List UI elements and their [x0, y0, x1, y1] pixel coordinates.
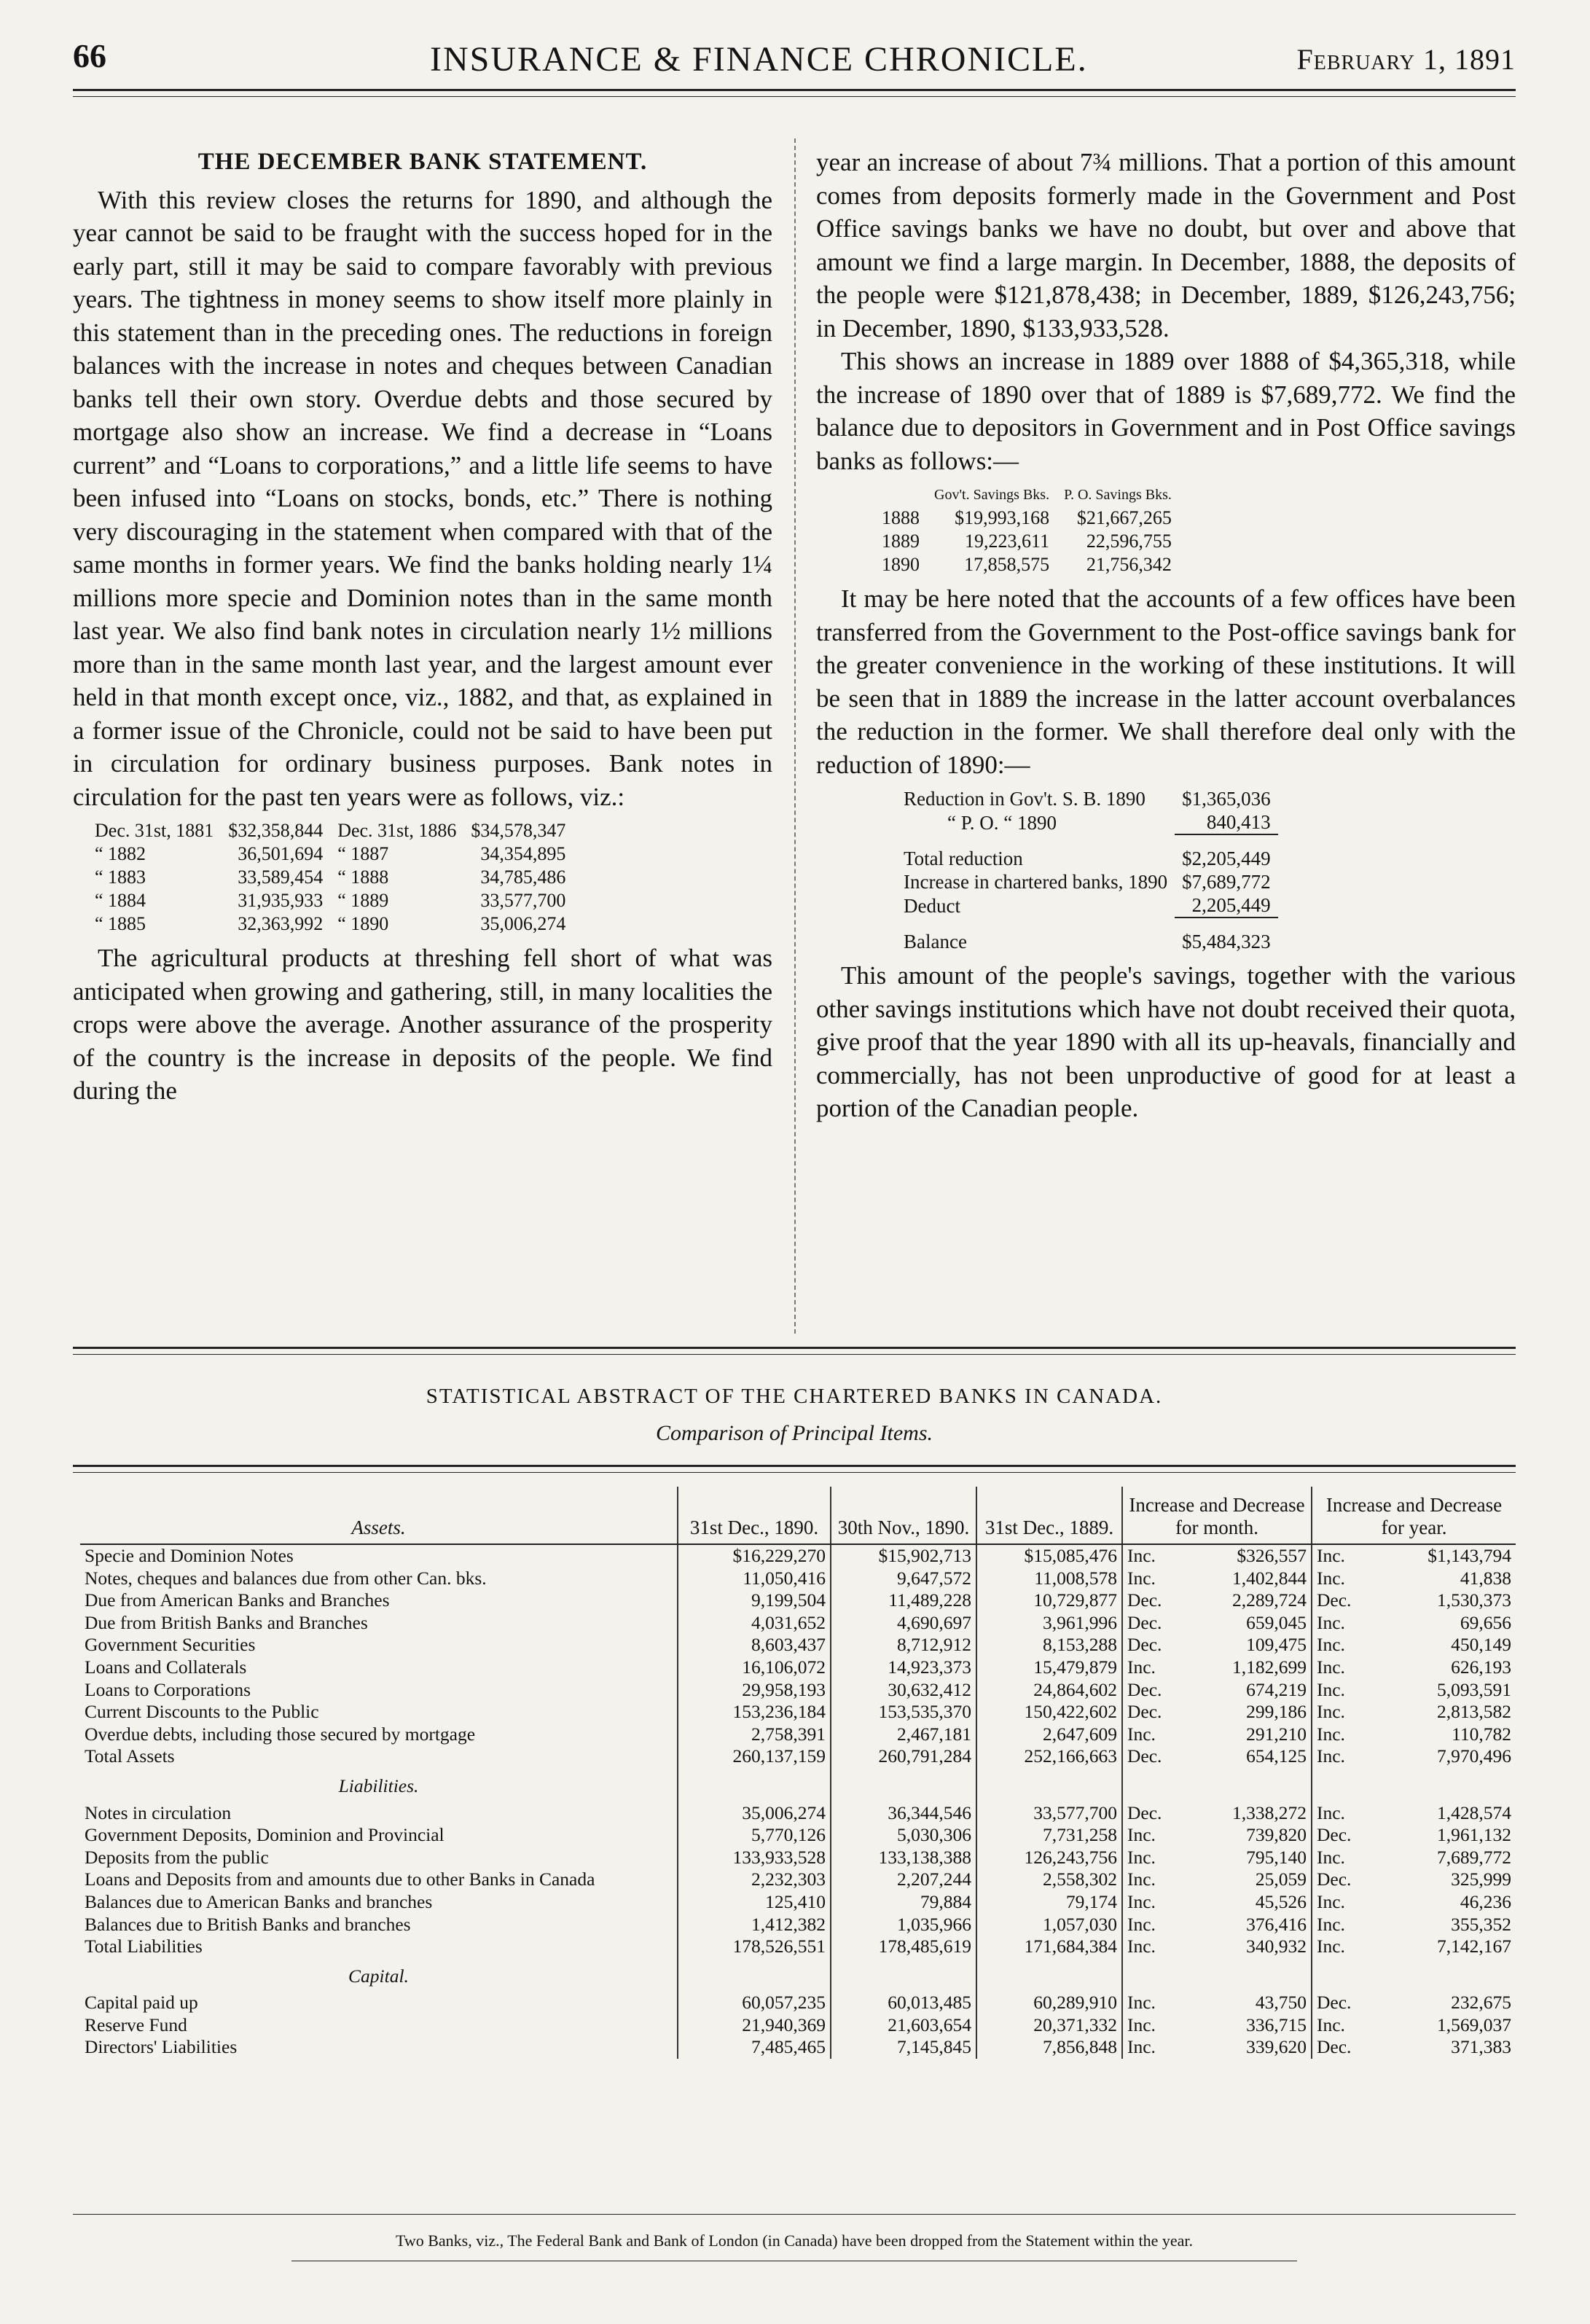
reduction-label: Deduct [904, 894, 960, 917]
month-direction: Inc. [1122, 1891, 1180, 1914]
row-label: Government Securities [85, 1634, 256, 1656]
row-label: Total Assets [85, 1745, 175, 1767]
circulation-value: $34,578,347 [471, 820, 566, 841]
month-change: 739,820 [1246, 1824, 1307, 1846]
circulation-label: “ 1887 [337, 843, 389, 864]
row-label: Total Liabilities [85, 1936, 203, 1957]
col-header-month-change: Increase and Decrease for month. [1122, 1487, 1312, 1544]
savings-po: 22,596,755 [1086, 531, 1172, 552]
year-direction: Inc. [1312, 1656, 1370, 1679]
circulation-row [87, 819, 573, 842]
reduction-value: 2,205,449 [1175, 893, 1278, 918]
table-row [80, 1824, 1516, 1847]
circulation-label: Dec. 31st, 1886 [337, 820, 457, 841]
month-change: 1,402,844 [1232, 1567, 1307, 1589]
month-direction: Inc. [1122, 1544, 1180, 1568]
table-row [80, 1679, 1516, 1702]
liabilities-heading: Liabilities. [338, 1775, 419, 1796]
article-heading: THE DECEMBER BANK STATEMENT. [197, 149, 648, 175]
month-change: 109,475 [1246, 1634, 1307, 1656]
value-dec1890: 21,940,369 [678, 2014, 831, 2037]
row-label: Government Deposits, Dominion and Provincial [85, 1824, 445, 1846]
month-direction: Dec. [1122, 1612, 1180, 1635]
value-nov1890: 5,030,306 [831, 1824, 976, 1847]
year-direction: Inc. [1312, 1679, 1370, 1702]
month-change: 654,125 [1246, 1745, 1307, 1767]
value-dec1890: 260,137,159 [678, 1745, 831, 1768]
abstract-footnote: Two Banks, viz., The Federal Bank and Bank of London (in Canada) have been dropped from the Statement within the year. [395, 2231, 1194, 2250]
col-header-year-change: Increase and Decrease for year. [1312, 1487, 1516, 1544]
value-dec1890: 178,526,551 [678, 1936, 831, 1958]
value-dec1889: 20,371,332 [976, 2014, 1122, 2037]
value-nov1890: 2,207,244 [831, 1869, 976, 1891]
issue-date: February 1, 1891 [1296, 43, 1516, 76]
article-paragraph: This shows an increase in 1889 over 1888 of $4,365,318, while the increase of 1890 over that of 1889 is $7,689,772. We find the balance due to depositors in Government and in Post Office savings banks as follows:— [816, 347, 1516, 475]
abstract-subtitle: Comparison of Principal Items. [656, 1421, 933, 1445]
row-label: Specie and Dominion Notes [85, 1545, 294, 1566]
value-dec1890: 133,933,528 [678, 1847, 831, 1869]
article-paragraph: This amount of the people's savings, together with the various other savings institutions which have not doubt received their quota, give proof that the year 1890 with all its up-heavals, financially and commercially, has not been unproductive of good for at least a portion of the Canadian people. [816, 961, 1516, 1122]
month-change: 659,045 [1246, 1611, 1307, 1633]
value-nov1890: 260,791,284 [831, 1745, 976, 1768]
month-direction: Inc. [1122, 1992, 1180, 2014]
savings-po: $21,667,265 [1076, 507, 1172, 528]
month-change: 376,416 [1246, 1913, 1307, 1935]
table-row [80, 1745, 1516, 1768]
reduction-label: Balance [904, 930, 967, 952]
year-change: 1,961,132 [1437, 1824, 1511, 1846]
value-nov1890: 11,489,228 [831, 1589, 976, 1612]
circulation-row [87, 866, 573, 889]
value-nov1890: 153,535,370 [831, 1701, 976, 1724]
year-change: 5,093,591 [1437, 1678, 1511, 1700]
year-direction: Dec. [1312, 2036, 1370, 2059]
article-paragraph: year an increase of about 7¾ millions. That a portion of this amount comes from deposits formerly made in the Government and Post Office savings banks we have no doubt, but over and above that amount we find a large margin. In December, 1888, the deposits of the people were $121,878,438; in December, 1889, $126,243,756; in December, 1890, $133,933,528. [816, 148, 1516, 343]
assets-header: Assets. [80, 1487, 678, 1544]
value-dec1890: 2,758,391 [678, 1724, 831, 1746]
year-direction: Inc. [1312, 1802, 1370, 1825]
value-dec1890: 29,958,193 [678, 1679, 831, 1702]
value-nov1890: 9,647,572 [831, 1568, 976, 1590]
year-change: 7,689,772 [1437, 1846, 1511, 1868]
section-rule [73, 1347, 1516, 1349]
row-label: Overdue debts, including those secured by mortgage [85, 1723, 476, 1745]
value-dec1890: 4,031,652 [678, 1612, 831, 1635]
value-dec1890: 35,006,274 [678, 1802, 831, 1825]
column-divider [794, 138, 796, 1334]
value-nov1890: 8,712,912 [831, 1634, 976, 1656]
value-dec1889: 150,422,602 [976, 1701, 1122, 1724]
row-label: Directors' Liabilities [85, 2036, 238, 2058]
row-label: Balances due to British Banks and branches [85, 1913, 411, 1935]
year-change: 355,352 [1451, 1913, 1511, 1935]
col-header-dec1890: 31st Dec., 1890. [678, 1487, 831, 1544]
table-row [80, 1634, 1516, 1656]
value-dec1890: 1,412,382 [678, 1914, 831, 1936]
value-dec1889: 2,647,609 [976, 1724, 1122, 1746]
table-bottom-rule [73, 2214, 1516, 2215]
year-direction: Inc. [1312, 1724, 1370, 1746]
value-dec1890: 9,199,504 [678, 1589, 831, 1612]
month-change: 43,750 [1255, 1992, 1307, 2014]
year-direction: Inc. [1312, 1936, 1370, 1958]
row-label: Loans and Deposits from and amounts due to other Banks in Canada [85, 1869, 595, 1890]
circulation-label: “ 1882 [95, 843, 146, 864]
value-dec1889: 24,864,602 [976, 1679, 1122, 1702]
year-change: 1,569,037 [1437, 2014, 1511, 2035]
header-rule-thin [73, 96, 1516, 97]
month-direction: Dec. [1122, 1589, 1180, 1612]
year-direction: Inc. [1312, 1891, 1370, 1914]
year-change: 626,193 [1451, 1656, 1511, 1678]
row-label: Deposits from the public [85, 1846, 269, 1868]
month-change: 339,620 [1246, 2036, 1307, 2058]
month-direction: Inc. [1122, 2036, 1180, 2059]
value-nov1890: 4,690,697 [831, 1612, 976, 1635]
month-change: $326,557 [1237, 1545, 1307, 1566]
year-change: 232,675 [1451, 1992, 1511, 2014]
value-dec1890: 11,050,416 [678, 1568, 831, 1590]
year-change: 1,428,574 [1437, 1801, 1511, 1823]
publication-title: INSURANCE & FINANCE CHRONICLE. [430, 40, 1088, 79]
year-change: 69,656 [1460, 1611, 1511, 1633]
month-direction: Inc. [1122, 2014, 1180, 2037]
month-direction: Inc. [1122, 1824, 1180, 1847]
value-nov1890: 60,013,485 [831, 1992, 976, 2014]
reduction-value: $5,484,323 [1182, 931, 1271, 952]
article-paragraph: With this review closes the returns for 1890, and although the year cannot be said to be fraught with the success hoped for in the early part, still it may be said to compare favorably with previous years. The tightness in money seems to show itself more plainly in this statement than in the preceding ones. The reductions in foreign balances with the increase in notes and cheques between Canadian banks tell their own story. Overdue debts and those secured by mortgage also show an increase. We find a decrease in “Loans current” and “Loans to corporations,” and a little life seems to have been infused into “Loans on stocks, bonds, etc.” There is nothing very discouraging in the statement when compared with that of the same months in former years. We find the banks holding nearly 1¼ millions more specie and Dominion notes than in the same month last year. We also find bank notes in circulation nearly 1½ millions more than in the same month last year, and the largest amount ever held in that month except once, viz., 1882, and that, as explained in a former issue of the Chronicle, could not be said to have been put in circulation for ordinary business purposes. Bank notes in circulation for the past ten years were as follows, viz.: [73, 185, 772, 811]
month-direction: Inc. [1122, 1914, 1180, 1936]
value-dec1890: $16,229,270 [678, 1544, 831, 1568]
year-change: $1,143,794 [1428, 1545, 1511, 1566]
savings-row [874, 506, 1179, 530]
month-change: 1,182,699 [1232, 1656, 1307, 1678]
section-rule-thin [73, 1354, 1516, 1355]
value-dec1889: 252,166,663 [976, 1745, 1122, 1768]
value-nov1890: 21,603,654 [831, 2014, 976, 2037]
month-direction: Dec. [1122, 1679, 1180, 1702]
value-nov1890: 30,632,412 [831, 1679, 976, 1702]
reduction-value: $1,365,036 [1182, 788, 1271, 810]
circulation-row [87, 889, 573, 912]
row-label: Due from American Banks and Branches [85, 1589, 390, 1611]
reduction-value: $7,689,772 [1182, 871, 1271, 893]
savings-govt: $19,993,168 [955, 507, 1050, 528]
year-direction: Dec. [1312, 1869, 1370, 1891]
value-nov1890: 14,923,373 [831, 1656, 976, 1679]
value-dec1889: 15,479,879 [976, 1656, 1122, 1679]
year-change: 46,236 [1460, 1890, 1511, 1912]
month-direction: Inc. [1122, 1656, 1180, 1679]
year-direction: Dec. [1312, 1589, 1370, 1612]
table-top-rule [73, 1465, 1516, 1467]
table-row [80, 1847, 1516, 1869]
value-dec1889: $15,085,476 [976, 1544, 1122, 1568]
table-row [80, 1992, 1516, 2014]
circulation-label: “ 1885 [95, 913, 146, 934]
year-direction: Inc. [1312, 1568, 1370, 1590]
year-direction: Inc. [1312, 2014, 1370, 2037]
value-dec1890: 7,485,465 [678, 2036, 831, 2059]
month-change: 2,289,724 [1232, 1589, 1307, 1611]
value-dec1890: 153,236,184 [678, 1701, 831, 1724]
month-change: 795,140 [1246, 1846, 1307, 1868]
circulation-row [87, 912, 573, 936]
year-direction: Inc. [1312, 1634, 1370, 1656]
month-change: 45,526 [1255, 1890, 1307, 1912]
reduction-label: Total reduction [904, 847, 1023, 869]
table-row [80, 1589, 1516, 1612]
row-label: Current Discounts to the Public [85, 1701, 319, 1723]
article-right-column [816, 146, 1516, 1125]
value-nov1890: $15,902,713 [831, 1544, 976, 1568]
row-label: Notes, cheques and balances due from other Can. bks. [85, 1567, 487, 1589]
circulation-value: 33,577,700 [480, 890, 566, 911]
statistical-abstract-table [80, 1487, 1516, 2059]
value-dec1889: 7,731,258 [976, 1824, 1122, 1847]
reduction-label: “ P. O. “ 1890 [947, 811, 1057, 834]
year-change: 7,142,167 [1437, 1936, 1511, 1957]
value-nov1890: 36,344,546 [831, 1802, 976, 1825]
circulation-value: 33,589,454 [238, 866, 324, 888]
year-change: 325,999 [1451, 1869, 1511, 1890]
reduction-value: 840,413 [1175, 810, 1278, 834]
row-label: Due from British Banks and Branches [85, 1611, 368, 1633]
year-direction: Inc. [1312, 1612, 1370, 1635]
table-row [80, 2036, 1516, 2059]
month-direction: Inc. [1122, 1847, 1180, 1869]
col-header-dec1889: 31st Dec., 1889. [976, 1487, 1122, 1544]
month-direction: Inc. [1122, 1568, 1180, 1590]
row-label: Loans and Collaterals [85, 1656, 247, 1678]
circulation-label: “ 1889 [337, 890, 389, 911]
value-dec1890: 60,057,235 [678, 1992, 831, 2014]
month-direction: Dec. [1122, 1634, 1180, 1656]
month-change: 340,932 [1246, 1936, 1307, 1957]
row-label: Loans to Corporations [85, 1678, 251, 1700]
row-label: Notes in circulation [85, 1801, 232, 1823]
circulation-label: “ 1888 [337, 866, 389, 888]
month-direction: Dec. [1122, 1701, 1180, 1724]
value-dec1890: 5,770,126 [678, 1824, 831, 1847]
year-change: 371,383 [1451, 2036, 1511, 2058]
table-row [80, 2014, 1516, 2037]
circulation-label: “ 1884 [95, 890, 146, 911]
value-nov1890: 2,467,181 [831, 1724, 976, 1746]
value-dec1890: 2,232,303 [678, 1869, 831, 1891]
month-change: 336,715 [1246, 2014, 1307, 2035]
table-row [80, 1568, 1516, 1590]
savings-col-header: Gov't. Savings Bks. [934, 487, 1050, 503]
reduction-table [896, 787, 1278, 953]
circulation-label: Dec. 31st, 1881 [95, 820, 214, 841]
row-label: Capital paid up [85, 1992, 198, 2014]
value-nov1890: 79,884 [831, 1891, 976, 1914]
capital-heading: Capital. [348, 1965, 409, 1987]
year-change: 2,813,582 [1437, 1701, 1511, 1723]
article-left-column [73, 146, 772, 1108]
savings-banks-table [874, 483, 1179, 576]
table-row [80, 1656, 1516, 1679]
circulation-value: 31,935,933 [238, 890, 324, 911]
circulation-value: 32,363,992 [238, 913, 324, 934]
month-direction: Dec. [1122, 1802, 1180, 1825]
month-change: 299,186 [1246, 1701, 1307, 1723]
value-dec1889: 126,243,756 [976, 1847, 1122, 1869]
article-paragraph: The agricultural products at threshing fell short of what was anticipated when growing and gathering, still, in many localities the crops were above the average. Another assurance of the prosperity of the country is the increase in deposits of the people. We find during the [73, 944, 772, 1105]
table-row [80, 1612, 1516, 1635]
value-nov1890: 7,145,845 [831, 2036, 976, 2059]
savings-row [874, 530, 1179, 553]
col-header-nov1890: 30th Nov., 1890. [831, 1487, 976, 1544]
year-change: 1,530,373 [1437, 1589, 1511, 1611]
value-dec1889: 10,729,877 [976, 1589, 1122, 1612]
row-label: Balances due to American Banks and branches [85, 1890, 433, 1912]
value-dec1889: 60,289,910 [976, 1992, 1122, 2014]
savings-year: 1889 [882, 531, 920, 552]
table-row [80, 1802, 1516, 1825]
circulation-label: “ 1883 [95, 866, 146, 888]
table-top-rule-thin [73, 1472, 1516, 1473]
savings-po: 21,756,342 [1086, 554, 1172, 575]
value-dec1889: 11,008,578 [976, 1568, 1122, 1590]
value-dec1889: 8,153,288 [976, 1634, 1122, 1656]
reduction-label: Increase in chartered banks, 1890 [904, 871, 1168, 893]
value-dec1889: 7,856,848 [976, 2036, 1122, 2059]
circulation-value: 34,785,486 [480, 866, 566, 888]
value-dec1889: 171,684,384 [976, 1936, 1122, 1958]
table-row [80, 1936, 1516, 1958]
value-dec1889: 79,174 [976, 1891, 1122, 1914]
header-rule [73, 89, 1516, 91]
value-dec1889: 33,577,700 [976, 1802, 1122, 1825]
year-direction: Inc. [1312, 1544, 1370, 1568]
month-direction: Inc. [1122, 1724, 1180, 1746]
value-nov1890: 133,138,388 [831, 1847, 976, 1869]
table-row [80, 1701, 1516, 1724]
month-direction: Dec. [1122, 1745, 1180, 1768]
value-dec1889: 2,558,302 [976, 1869, 1122, 1891]
month-change: 25,059 [1255, 1869, 1307, 1890]
table-row [80, 1891, 1516, 1914]
circulation-value: 34,354,895 [480, 843, 566, 864]
value-nov1890: 178,485,619 [831, 1936, 976, 1958]
circulation-value: 35,006,274 [480, 913, 566, 934]
year-direction: Dec. [1312, 1992, 1370, 2014]
savings-row [874, 553, 1179, 576]
year-direction: Dec. [1312, 1824, 1370, 1847]
year-direction: Inc. [1312, 1701, 1370, 1724]
table-row [80, 1544, 1516, 1568]
row-label: Reserve Fund [85, 2014, 187, 2035]
month-change: 291,210 [1246, 1723, 1307, 1745]
table-row [80, 1724, 1516, 1746]
reduction-value: $2,205,449 [1182, 848, 1271, 869]
savings-govt: 17,858,575 [964, 554, 1050, 575]
savings-govt: 19,223,611 [965, 531, 1050, 552]
value-dec1890: 16,106,072 [678, 1656, 831, 1679]
value-dec1890: 8,603,437 [678, 1634, 831, 1656]
year-direction: Inc. [1312, 1847, 1370, 1869]
savings-col-header: P. O. Savings Bks. [1064, 487, 1172, 503]
value-nov1890: 1,035,966 [831, 1914, 976, 1936]
year-change: 7,970,496 [1437, 1745, 1511, 1767]
month-change: 674,219 [1246, 1678, 1307, 1700]
circulation-value: $32,358,844 [228, 820, 324, 841]
year-change: 450,149 [1451, 1634, 1511, 1656]
page-header [73, 29, 1516, 87]
value-dec1889: 3,961,996 [976, 1612, 1122, 1635]
savings-year: 1888 [882, 507, 920, 528]
year-change: 41,838 [1460, 1567, 1511, 1589]
circulation-value: 36,501,694 [238, 843, 324, 864]
month-direction: Inc. [1122, 1869, 1180, 1891]
value-dec1889: 1,057,030 [976, 1914, 1122, 1936]
reduction-label: Reduction in Gov't. S. B. 1890 [904, 788, 1145, 810]
month-change: 1,338,272 [1232, 1801, 1307, 1823]
year-change: 110,782 [1452, 1723, 1511, 1745]
page-number: 66 [73, 37, 106, 74]
newspaper-page [73, 29, 1516, 2288]
value-dec1890: 125,410 [678, 1891, 831, 1914]
abstract-title: STATISTICAL ABSTRACT OF THE CHARTERED BANKS IN CANADA. [426, 1385, 1163, 1408]
month-direction: Inc. [1122, 1936, 1180, 1958]
year-direction: Inc. [1312, 1745, 1370, 1768]
year-direction: Inc. [1312, 1914, 1370, 1936]
circulation-row [87, 842, 573, 866]
table-row [80, 1914, 1516, 1936]
article-paragraph: It may be here noted that the accounts of a few offices have been transferred from the Government to the Post-office savings bank for the greater convenience in the working of these institutions. It will be seen that in 1889 the increase in the latter account overbalances the reduction in the former. We shall therefore deal only with the reduction of 1890:— [816, 584, 1516, 779]
circulation-table [87, 819, 573, 936]
table-row [80, 1869, 1516, 1891]
savings-year: 1890 [882, 554, 920, 575]
circulation-label: “ 1890 [337, 913, 389, 934]
